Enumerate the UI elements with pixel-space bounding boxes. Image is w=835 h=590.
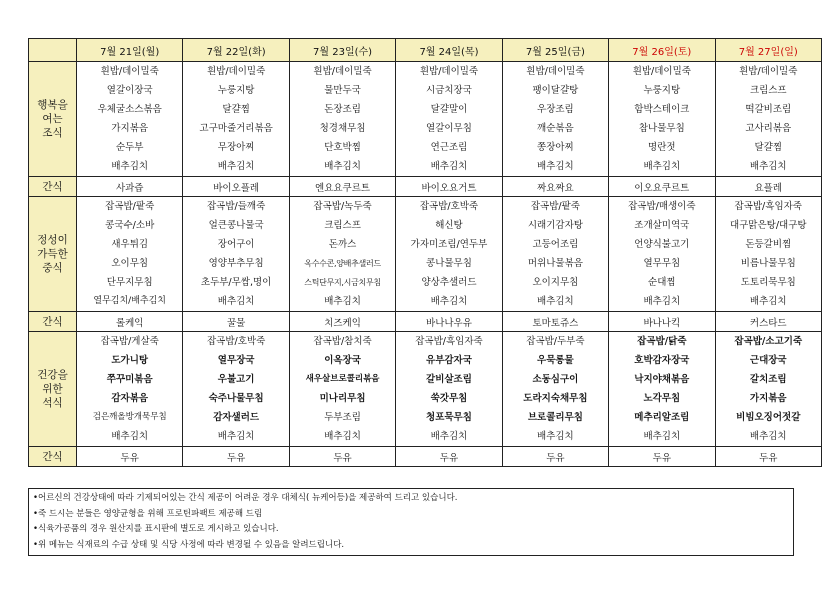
menu-item: 달걀찜: [222, 104, 250, 115]
menu-item: 잡곡밥/닭죽: [637, 336, 687, 347]
menu-item: 호박감자장국: [634, 355, 690, 366]
menu-item: 단호박찜: [324, 142, 361, 153]
menu-item: 잡곡밥/팥죽: [530, 201, 580, 212]
snack2-row: [29, 312, 822, 332]
snack-item: 바나나킥: [609, 312, 715, 332]
day-header-row: [29, 39, 822, 62]
menu-item: 검은깨올방개묵무침: [92, 412, 167, 422]
snack-item: 이오요쿠르트: [609, 177, 715, 197]
menu-item: 감자볶음: [111, 393, 149, 404]
dinner-label: 건강을 위한 석식: [29, 332, 77, 447]
menu-item: 참나물무침: [638, 123, 685, 134]
note-line: •위 메뉴는 식재료의 수급 상태 및 식당 사정에 따라 변경될 수 있음을 알려드립니다.: [33, 539, 345, 550]
corner-cell: [29, 39, 77, 62]
menu-item: 배추김치: [749, 296, 787, 307]
menu-item: 열갈이무침: [426, 123, 472, 134]
menu-item: 조개살미역국: [634, 220, 690, 231]
menu-item: 열무무침: [643, 258, 681, 269]
menu-item: 돈등갈비찜: [745, 239, 792, 250]
snack-item: 바이오플레: [183, 177, 289, 197]
menu-item: 시금치장국: [426, 85, 472, 96]
lunch-cell: [609, 197, 715, 312]
menu-item: 배추김치: [643, 161, 681, 172]
menu-item: 함박스테이크: [634, 104, 690, 115]
day-header: 7월 23일(수): [289, 39, 395, 62]
snack-item: 짜요짜요: [502, 177, 608, 197]
lunch-cell: [183, 197, 289, 312]
lunch-cell: [715, 197, 821, 312]
snack-item: 두유: [502, 447, 608, 467]
menu-item: 깨순볶음: [537, 123, 574, 134]
menu-item: 잡곡밥/두부죽: [526, 336, 585, 347]
menu-item: 숙주나물무침: [208, 393, 264, 404]
menu-item: 오이무침: [111, 258, 149, 269]
menu-item: 잡곡밥/소고기죽: [734, 336, 803, 347]
menu-item: 배추김치: [111, 161, 149, 172]
dinner-cell: [183, 332, 289, 447]
menu-item: 우불고기: [217, 374, 255, 385]
note-line: •어르신의 건강상태에 따라 기제되어있는 간식 제공이 어려운 경우 대체식( 뉴케어등)을 제공하여 드리고 있습니다.: [33, 493, 458, 503]
menu-item: 흰밥/데이밀죽: [419, 66, 479, 77]
day-header: 7월 22일(화): [183, 39, 289, 62]
menu-item: 배추김치: [430, 161, 468, 172]
dinner-cell: [289, 332, 395, 447]
snack-item: 두유: [609, 447, 715, 467]
snack-item: 치즈케익: [289, 312, 395, 332]
menu-item: 단무지무침: [106, 277, 153, 288]
menu-item: 흰밥/데이밀죽: [739, 66, 798, 77]
dinner-cell: [77, 332, 183, 447]
menu-item: 배추김치: [749, 431, 787, 442]
snack-item: 커스타드: [715, 312, 821, 332]
menu-item: 배추김치: [324, 161, 361, 172]
breakfast-cell: [183, 62, 289, 177]
menu-item: 배추김치: [217, 161, 255, 172]
snack-item: 두유: [77, 447, 183, 467]
menu-item: 흰밥/데이밀죽: [313, 66, 372, 77]
menu-item: 도토리묵무침: [740, 277, 796, 288]
menu-item: 가지볶음: [749, 393, 787, 404]
menu-item: 잡곡밥/매생이죽: [628, 201, 696, 212]
menu-item: 쑥갓무침: [430, 393, 468, 404]
snack-item: 엔요요쿠르트: [289, 177, 395, 197]
lunch-cell: [77, 197, 183, 312]
breakfast-cell: [77, 62, 183, 177]
menu-item: 잡곡밥/흑임자죽: [734, 201, 802, 212]
snack-item: 바나나우유: [396, 312, 502, 332]
lunch-cell: [396, 197, 502, 312]
menu-item: 배추김치: [430, 431, 468, 442]
menu-item: 순대찜: [648, 277, 676, 288]
breakfast-cell: [609, 62, 715, 177]
day-header-saturday: 7월 26일(토): [609, 39, 715, 62]
menu-item: 쫑장아찌: [537, 142, 574, 153]
breakfast-cell: [502, 62, 608, 177]
day-header-sunday: 7월 27일(일): [715, 39, 821, 62]
menu-item: 머위나물볶음: [527, 258, 583, 269]
menu-item: 청포묵무침: [426, 412, 472, 423]
menu-item: 배추김치: [217, 296, 255, 307]
menu-item: 크림스프: [324, 220, 361, 231]
menu-item: 오이지무침: [532, 277, 579, 288]
menu-item: 우장조림: [537, 104, 574, 115]
snack3-label: 간식: [29, 447, 77, 467]
menu-item: 청경채무침: [319, 123, 366, 134]
menu-item: 소동심구이: [532, 374, 579, 385]
snack-item: 바이오요거트: [396, 177, 502, 197]
menu-item: 돈장조림: [324, 104, 361, 115]
menu-item: 달걀말이: [430, 104, 468, 115]
breakfast-row: [29, 62, 822, 177]
menu-item: 잡곡밥/팥죽: [105, 201, 155, 212]
menu-item: 배추김치: [537, 161, 574, 172]
menu-item: 콩국수/소바: [105, 220, 155, 231]
menu-item: 누룽지탕: [217, 85, 255, 96]
menu-item: 누룽지탕: [643, 85, 681, 96]
snack1-row: [29, 177, 822, 197]
breakfast-cell: [715, 62, 821, 177]
menu-item: 가지볶음: [111, 123, 149, 134]
menu-item: 유부감자국: [426, 355, 472, 366]
menu-item: 해신탕: [435, 220, 463, 231]
menu-item: 언양식불고기: [634, 239, 690, 250]
menu-item: 열무김치/배추김치: [93, 296, 166, 306]
menu-item: 영양부추무침: [208, 258, 264, 269]
menu-item: 흰밥/데이밀죽: [207, 66, 266, 77]
menu-item: 콩나물무침: [426, 258, 472, 269]
menu-item: 흰밥/데이밀죽: [632, 66, 691, 77]
dinner-row: [29, 332, 822, 447]
menu-item: 배추김치: [217, 431, 255, 442]
snack-item: 요플레: [715, 177, 821, 197]
breakfast-cell: [289, 62, 395, 177]
day-header: 7월 24일(목): [396, 39, 502, 62]
menu-item: 무장아찌: [217, 142, 255, 153]
weekly-menu-table: [28, 38, 822, 467]
menu-item: 순두부: [115, 142, 144, 153]
menu-item: 갈치조림: [749, 374, 787, 385]
menu-item: 미나리무침: [319, 393, 366, 404]
snack-item: 롤케익: [77, 312, 183, 332]
menu-item: 배추김치: [537, 431, 574, 442]
menu-item: 배추김치: [749, 161, 787, 172]
menu-item: 잡곡밥/들깨죽: [207, 201, 266, 212]
menu-item: 잡곡밥/참치죽: [313, 336, 372, 347]
menu-item: 배추김치: [537, 296, 574, 307]
menu-item: 시래기감자탕: [527, 220, 583, 231]
menu-item: 잡곡밥/게살죽: [100, 336, 159, 347]
menu-item: 잡곡밥/녹두죽: [313, 201, 372, 212]
menu-item: 가자미조림/연두부: [410, 239, 488, 250]
menu-item: 배추김치: [324, 431, 361, 442]
menu-item: 비름나물무침: [740, 258, 796, 269]
menu-item: 배추김치: [643, 431, 681, 442]
menu-item: 비빔오징어젓갈: [736, 412, 801, 423]
menu-item: 옥수수콘,양배추샐러드: [304, 259, 381, 268]
menu-item: 열무장국: [217, 355, 255, 366]
menu-item: 우묵롱물: [537, 355, 574, 366]
menu-item: 메추리알조림: [634, 412, 690, 423]
lunch-row: [29, 197, 822, 312]
menu-item: 잡곡밥/호박죽: [207, 336, 266, 347]
lunch-cell: [289, 197, 395, 312]
menu-item: 떡갈비조림: [745, 104, 792, 115]
menu-item: 근대장국: [749, 355, 787, 366]
menu-item: 양상추샐러드: [421, 277, 477, 288]
menu-item: 얼큰콩나물국: [208, 220, 264, 231]
menu-item: 배추김치: [111, 431, 149, 442]
menu-item: 배추김치: [324, 296, 361, 307]
lunch-label: 정성이 가득한 중식: [29, 197, 77, 312]
menu-item: 장어구이: [217, 239, 255, 250]
menu-item: 새우튀김: [111, 239, 149, 250]
menu-item: 스틱단무지,시금치무침: [304, 278, 381, 287]
menu-item: 배추김치: [430, 296, 468, 307]
dinner-cell: [502, 332, 608, 447]
snack1-label: 간식: [29, 177, 77, 197]
menu-item: 배추김치: [643, 296, 681, 307]
snack-item: 두유: [289, 447, 395, 467]
snack-item: 사과즙: [77, 177, 183, 197]
snack-item: 두유: [183, 447, 289, 467]
menu-item: 대구맑은탕/대구탕: [729, 220, 807, 231]
menu-item: 물만두국: [324, 85, 361, 96]
lunch-cell: [502, 197, 608, 312]
menu-item: 달걀찜: [754, 142, 783, 153]
menu-item: 잡곡밥/흑임자죽: [415, 336, 483, 347]
note-line: •식육가공품의 경우 원산지를 표시판에 별도로 게시하고 있습니다.: [33, 524, 279, 534]
notes-box: [28, 488, 794, 556]
menu-item: 초두부/무쌈,명이: [200, 277, 272, 288]
snack-item: 두유: [396, 447, 502, 467]
menu-item: 돈까스: [328, 239, 357, 250]
snack3-row: [29, 447, 822, 467]
menu-item: 감자샐러드: [213, 412, 260, 423]
menu-item: 쭈꾸미볶음: [106, 374, 153, 385]
day-header: 7월 21일(월): [77, 39, 183, 62]
menu-item: 이옥장국: [324, 355, 361, 366]
menu-item: 노각무침: [643, 393, 681, 404]
snack2-label: 간식: [29, 312, 77, 332]
snack-item: 두유: [715, 447, 821, 467]
menu-item: 브로콜리무침: [527, 412, 583, 423]
dinner-cell: [396, 332, 502, 447]
menu-item: 명란젓: [648, 142, 676, 153]
note-line: •죽 드시는 분들은 영양균형을 위해 프로틴파팩트 제공해 드림: [33, 508, 263, 519]
day-header: 7월 25일(금): [502, 39, 608, 62]
menu-item: 도가니탕: [111, 355, 149, 366]
menu-item: 흰밥/데이밀죽: [526, 66, 585, 77]
menu-item: 흰밥/데이밀죽: [100, 66, 159, 77]
menu-item: 열갈이장국: [106, 85, 153, 96]
menu-item: 고사리볶음: [745, 123, 792, 134]
breakfast-cell: [396, 62, 502, 177]
menu-item: 연근조림: [430, 142, 468, 153]
snack-item: 꿀물: [183, 312, 289, 332]
menu-item: 고등어조림: [532, 239, 579, 250]
snack-item: 토마토쥬스: [502, 312, 608, 332]
menu-item: 낙지야채볶음: [634, 374, 690, 385]
menu-item: 크림스프: [749, 85, 787, 96]
menu-item: 새우살브로콜리볶음: [305, 374, 380, 384]
menu-item: 고구마줄거리볶음: [199, 123, 273, 134]
menu-item: 두부조림: [324, 412, 361, 423]
menu-item: 우체굴소스볶음: [97, 104, 162, 115]
dinner-cell: [609, 332, 715, 447]
menu-item: 갈비살조림: [426, 374, 472, 385]
menu-item: 잡곡밥/호박죽: [419, 201, 479, 212]
dinner-cell: [715, 332, 821, 447]
menu-item: 팽이달걀탕: [532, 85, 579, 96]
menu-item: 도라지숙채무침: [523, 393, 588, 404]
breakfast-label: 행복을 여는 조식: [29, 62, 77, 177]
